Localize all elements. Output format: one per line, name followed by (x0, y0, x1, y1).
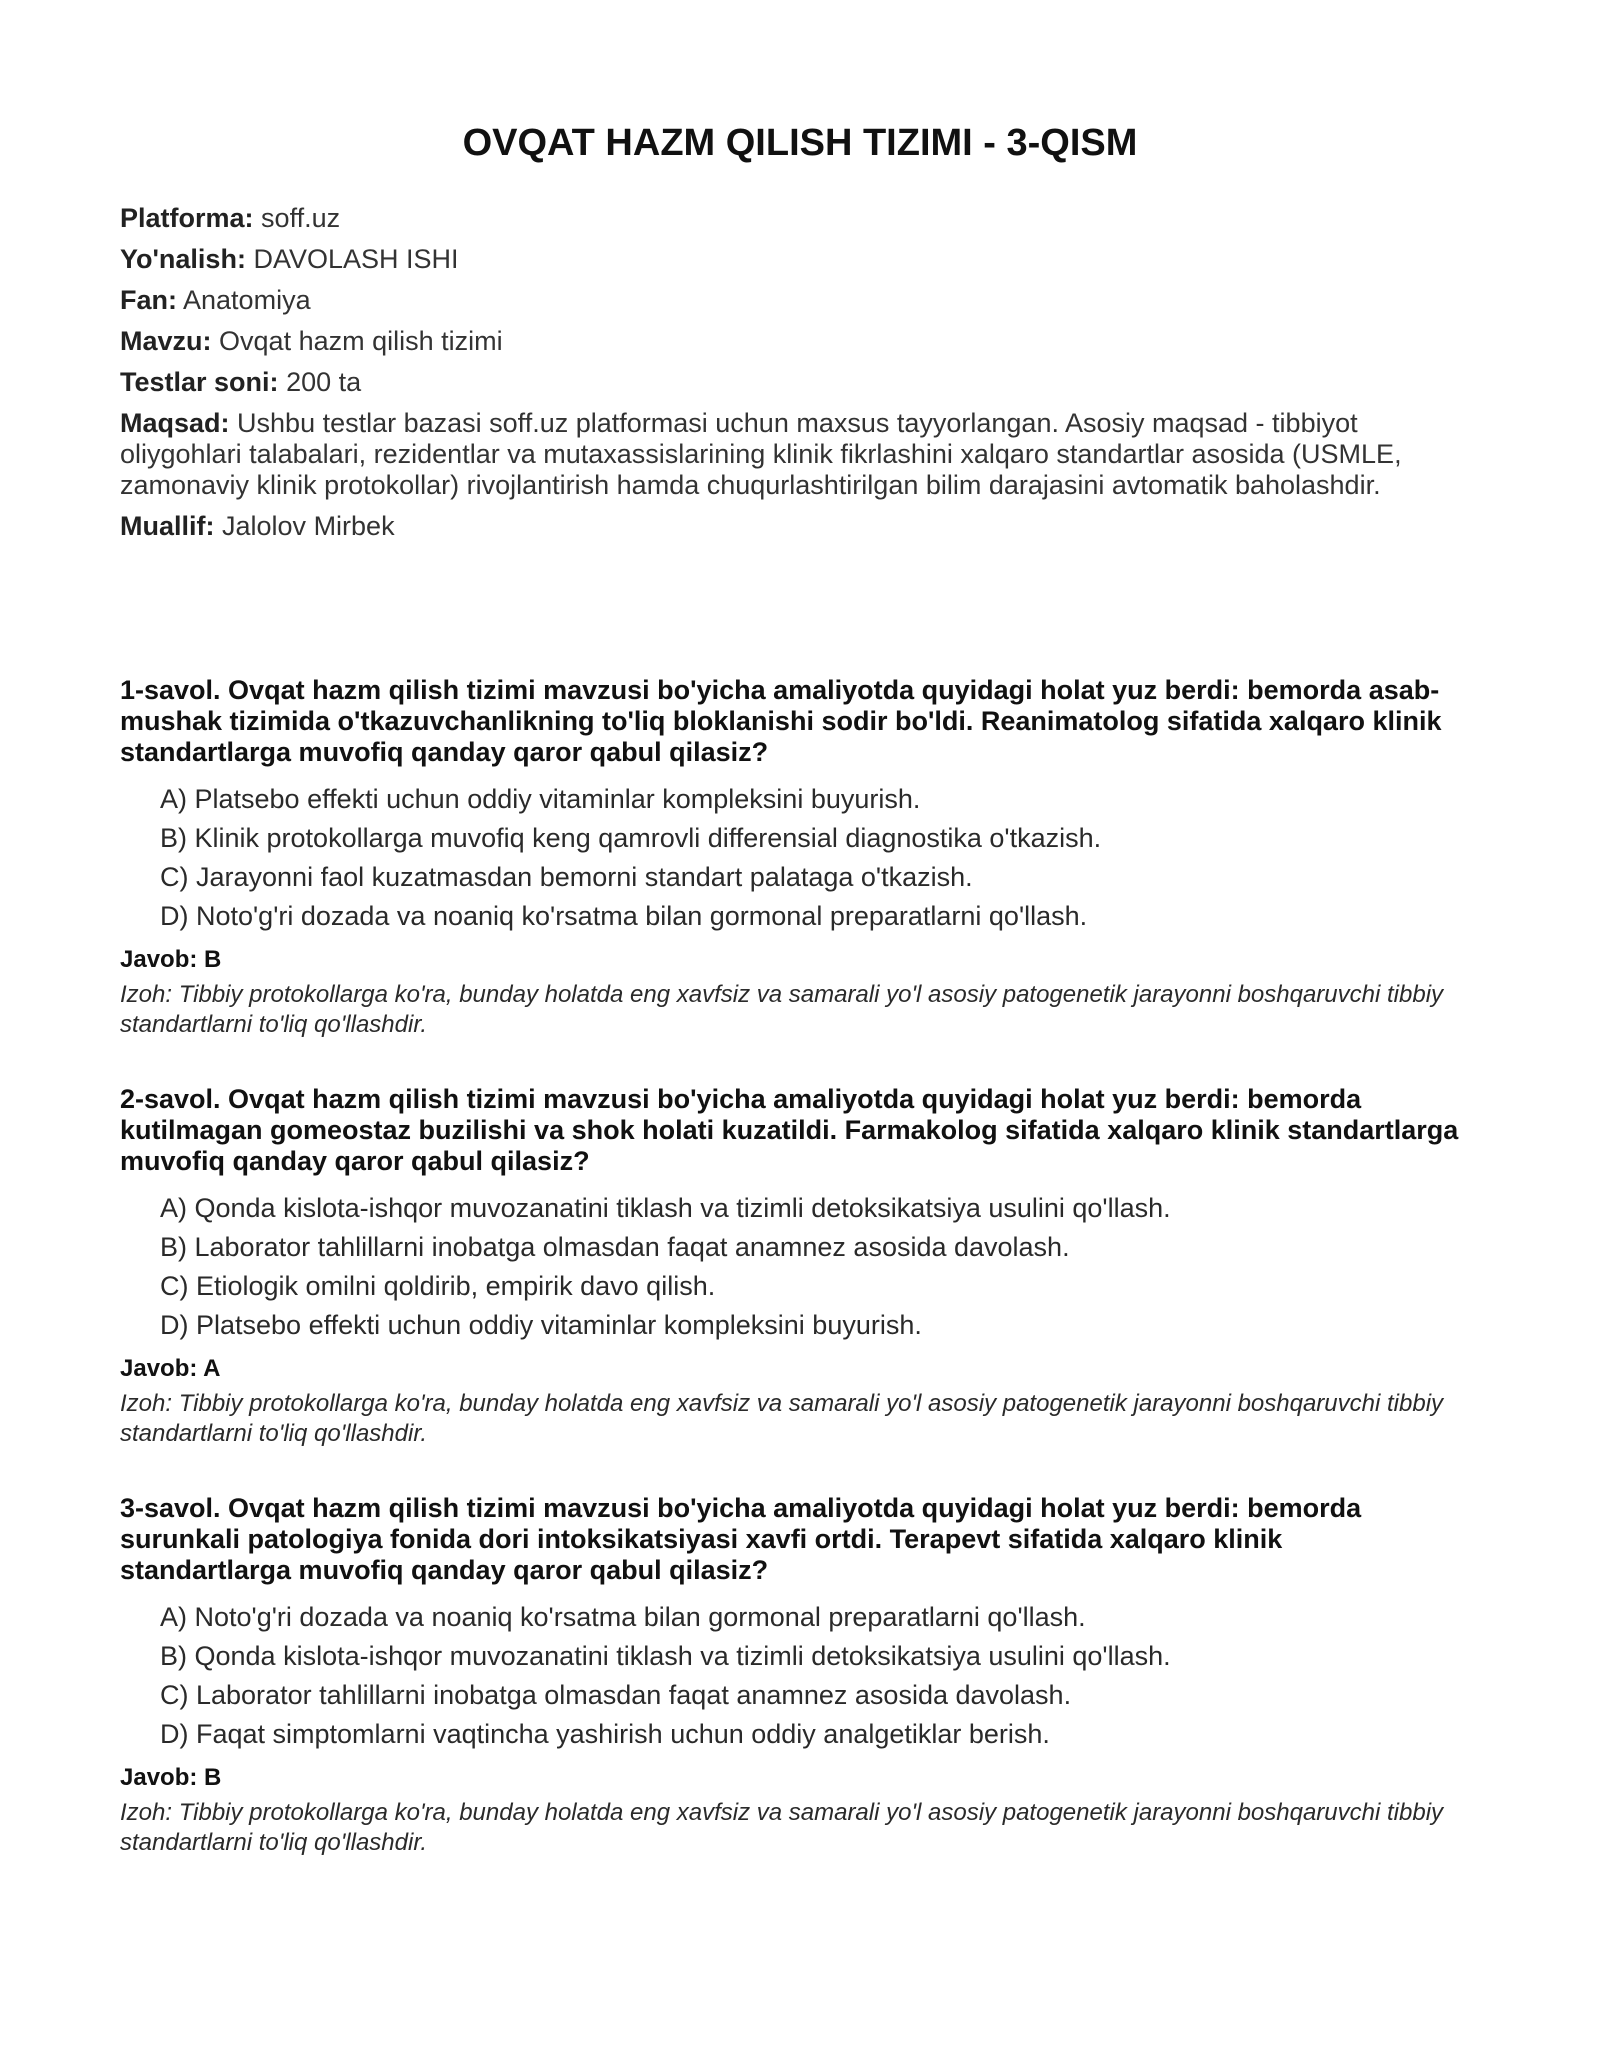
meta-label: Mavzu: (120, 326, 212, 356)
option-b: B) Qonda kislota-ishqor muvozanatini tiklash va tizimli detoksikatsiya usulini qo'llash. (160, 1641, 1171, 1671)
meta-value: 200 ta (286, 367, 362, 397)
option-d: D) Noto'g'ri dozada va noaniq ko'rsatma bilan gormonal preparatlarni qo'llash. (160, 901, 1088, 931)
meta-subject (120, 285, 1460, 316)
meta-value: DAVOLASH ISHI (253, 244, 459, 274)
answer: Javob: B (120, 946, 222, 973)
explanation: Izoh: Tibbiy protokollarga ko'ra, bunday holatda eng xavfsiz va samarali yo'l asosiy patogenetik jarayonni boshqaruvchi tibbiy standartlarni to'liq qo'llashdir. (120, 981, 1444, 1038)
option-list (160, 784, 1460, 932)
meta-author (120, 511, 1460, 542)
question-text: 3-savol. Ovqat hazm qilish tizimi mavzusi bo'yicha amaliyotda quyidagi holat yuz berdi: bemorda surunkali patologiya fonida dori intoksikatsiyasi xavfi ortdi. Terapevt sifatida xalqaro klinik standartlarga muvofiq qanday qaror qabul qilasiz? (120, 1493, 1362, 1585)
meta-test-count (120, 367, 1460, 398)
option-a: A) Noto'g'ri dozada va noaniq ko'rsatma bilan gormonal preparatlarni qo'llash. (160, 1602, 1086, 1632)
question-3 (120, 1493, 1460, 1902)
meta-label: Maqsad: (120, 408, 230, 438)
meta-purpose (120, 408, 1460, 501)
meta-label: Testlar soni: (120, 367, 279, 397)
option-a: A) Qonda kislota-ishqor muvozanatini tiklash va tizimli detoksikatsiya usulini qo'llash. (160, 1193, 1171, 1223)
option-c: C) Laborator tahlillarni inobatga olmasdan faqat anamnez asosida davolash. (160, 1680, 1072, 1710)
question-text: 1-savol. Ovqat hazm qilish tizimi mavzusi bo'yicha amaliyotda quyidagi holat yuz berdi: bemorda asab-mushak tizimida o'tkazuvchanlikning to'liq bloklanishi sodir bo'ldi. Reanimatolog sifatida xalqaro klinik standartlarga muvofiq qanday qaror qabul qilasiz? (120, 675, 1442, 767)
explanation: Izoh: Tibbiy protokollarga ko'ra, bunday holatda eng xavfsiz va samarali yo'l asosiy patogenetik jarayonni boshqaruvchi tibbiy standartlarni to'liq qo'llashdir. (120, 1390, 1444, 1447)
meta-label: Yo'nalish: (120, 244, 246, 274)
meta-direction (120, 244, 1460, 275)
option-c: C) Etiologik omilni qoldirib, empirik davo qilish. (160, 1271, 716, 1301)
option-list (160, 1602, 1460, 1750)
question-text: 2-savol. Ovqat hazm qilish tizimi mavzusi bo'yicha amaliyotda quyidagi holat yuz berdi: bemorda kutilmagan gomeostaz buzilishi va shok holati kuzatildi. Farmakolog sifatida xalqaro klinik standartlarga muvofiq qanday qaror qabul qilasiz? (120, 1084, 1459, 1176)
answer: Javob: B (120, 1764, 222, 1791)
document-info (120, 203, 1460, 552)
question-1 (120, 675, 1460, 1084)
answer: Javob: A (120, 1355, 221, 1382)
meta-label: Muallif: (120, 511, 215, 541)
meta-platform (120, 203, 1460, 234)
meta-label: Platforma: (120, 203, 254, 233)
meta-label: Fan: (120, 285, 177, 315)
option-a: A) Platsebo effekti uchun oddiy vitaminlar kompleksini buyurish. (160, 784, 921, 814)
meta-value: Anatomiya (183, 285, 311, 315)
option-d: D) Platsebo effekti uchun oddiy vitaminlar kompleksini buyurish. (160, 1310, 922, 1340)
question-list (120, 675, 1460, 1902)
option-b: B) Klinik protokollarga muvofiq keng qamrovli differensial diagnostika o'tkazish. (160, 823, 1102, 853)
explanation: Izoh: Tibbiy protokollarga ko'ra, bunday holatda eng xavfsiz va samarali yo'l asosiy patogenetik jarayonni boshqaruvchi tibbiy standartlarni to'liq qo'llashdir. (120, 1799, 1444, 1856)
meta-value: Jalolov Mirbek (222, 511, 395, 541)
meta-value: Ushbu testlar bazasi soff.uz platformasi uchun maxsus tayyorlangan. Asosiy maqsad - tibbiyot oliygohlari talabalari, rezidentlar va mutaxassislarining klinik fikrlashini xalqaro standartlar asosida (USMLE, zamonaviy klinik protokollar) rivojlantirish hamda chuqurlashtirilgan bilim darajasini avtomatik baholashdir. (120, 408, 1402, 500)
meta-value: Ovqat hazm qilish tizimi (219, 326, 503, 356)
option-d: D) Faqat simptomlarni vaqtincha yashirish uchun oddiy analgetiklar berish. (160, 1719, 1050, 1749)
option-b: B) Laborator tahlillarni inobatga olmasdan faqat anamnez asosida davolash. (160, 1232, 1070, 1262)
meta-value: soff.uz (261, 203, 341, 233)
option-list (160, 1193, 1460, 1341)
meta-topic (120, 326, 1460, 357)
question-2 (120, 1084, 1460, 1493)
option-c: C) Jarayonni faol kuzatmasdan bemorni standart palataga o'tkazish. (160, 862, 973, 892)
document-title: OVQAT HAZM QILISH TIZIMI - 3-QISM (462, 122, 1138, 164)
